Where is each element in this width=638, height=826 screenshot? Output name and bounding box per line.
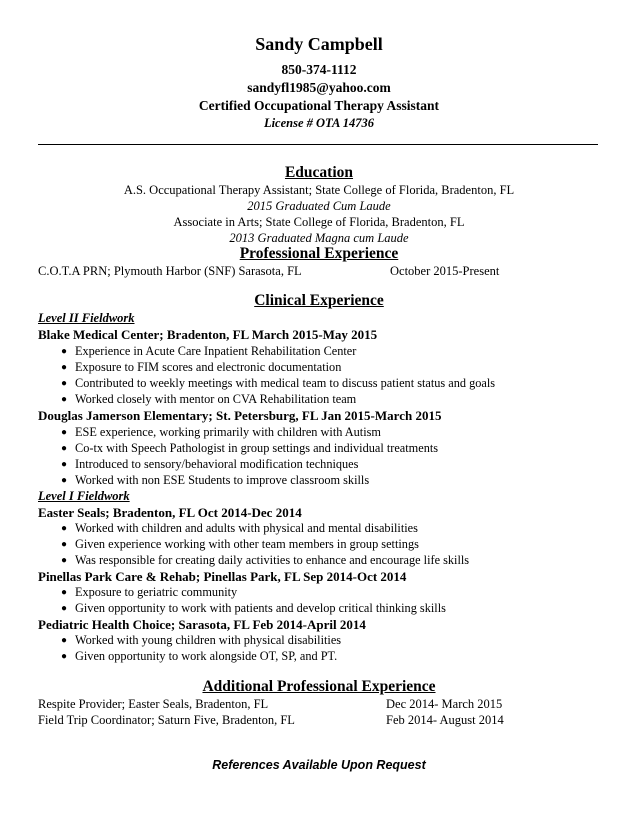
list-item: ● Contributed to weekly meetings with medical team to discuss patient status and goals [61, 376, 496, 390]
bullet-icon: ● [61, 555, 68, 566]
list-item: ● Worked with children and adults with physical and mental disabilities [61, 521, 418, 535]
education-heading: Education [284, 164, 354, 181]
bullet-icon: ● [61, 523, 68, 534]
education-line: Associate in Arts; State College of Florida, Bradenton, FL [173, 215, 465, 229]
job-title: Pinellas Park Care & Rehab; Pinellas Park, FL Sep 2014-Oct 2014 [38, 569, 407, 584]
bullet-icon: ● [61, 651, 68, 662]
bullet-icon: ● [61, 362, 68, 373]
list-item: ● Co-tx with Speech Pathologist in group settings and individual treatments [61, 441, 439, 455]
list-item: ● Experience in Acute Care Inpatient Rehabilitation Center [61, 344, 357, 358]
list-item: ● Given experience working with other team members in group settings [61, 537, 419, 551]
bullet-icon: ● [61, 603, 68, 614]
additional-role: Respite Provider; Easter Seals, Bradenton, FL [38, 697, 269, 711]
education-line: A.S. Occupational Therapy Assistant; State College of Florida, Bradenton, FL [123, 183, 515, 197]
list-item: ● Worked with young children with physical disabilities [61, 633, 342, 647]
list-item: ● Introduced to sensory/behavioral modification techniques [61, 457, 359, 471]
candidate-name: Sandy Campbell [255, 34, 383, 54]
list-item: ● Worked with non ESE Students to improve classroom skills [61, 473, 370, 487]
professional-heading: Professional Experience [239, 245, 399, 262]
bullet-icon: ● [61, 378, 68, 389]
professional-entry: C.O.T.A PRN; Plymouth Harbor (SNF) Sarasota, FL [38, 264, 302, 278]
additional-heading: Additional Professional Experience [202, 678, 436, 695]
license-number: License # OTA 14736 [263, 116, 375, 130]
job-title: Blake Medical Center; Bradenton, FL March 2015-May 2015 [38, 327, 378, 342]
bullet-icon: ● [61, 635, 68, 646]
bullet-icon: ● [61, 459, 68, 470]
level-two-fieldwork: Level II Fieldwork [38, 311, 135, 325]
professional-title: Certified Occupational Therapy Assistant [198, 98, 440, 113]
references-note: References Available Upon Request [212, 758, 426, 772]
header-divider [38, 144, 598, 145]
clinical-heading: Clinical Experience [254, 292, 384, 309]
list-item: ● ESE experience, working primarily with children with Autism [61, 425, 381, 439]
bullet-icon: ● [61, 427, 68, 438]
job-title: Pediatric Health Choice; Sarasota, FL Feb 2014-April 2014 [38, 617, 366, 632]
list-item: ● Was responsible for creating daily activities to enhance and encourage life skills [61, 553, 470, 567]
professional-dates: October 2015-Present [390, 264, 500, 278]
additional-dates: Dec 2014- March 2015 [386, 697, 503, 711]
list-item: ● Worked closely with mentor on CVA Rehabilitation team [61, 392, 357, 406]
list-item: ● Given opportunity to work with patients and develop critical thinking skills [61, 601, 446, 615]
education-line: 2015 Graduated Cum Laude [247, 199, 391, 213]
job-title: Easter Seals; Bradenton, FL Oct 2014-Dec 2014 [38, 505, 302, 520]
education-line: 2013 Graduated Magna cum Laude [229, 231, 409, 245]
bullet-icon: ● [61, 475, 68, 486]
list-item: ● Exposure to geriatric community [61, 585, 238, 599]
bullet-icon: ● [61, 539, 68, 550]
bullet-icon: ● [61, 346, 68, 357]
job-title: Douglas Jamerson Elementary; St. Petersburg, FL Jan 2015-March 2015 [38, 408, 442, 423]
bullet-icon: ● [61, 587, 68, 598]
phone-number: 850-374-1112 [281, 62, 357, 77]
email-address: sandyfl1985@yahoo.com [247, 80, 391, 95]
additional-role: Field Trip Coordinator; Saturn Five, Bradenton, FL [38, 713, 295, 727]
bullet-icon: ● [61, 443, 68, 454]
list-item: ● Given opportunity to work alongside OT, SP, and PT. [61, 649, 338, 663]
bullet-icon: ● [61, 394, 68, 405]
additional-dates: Feb 2014- August 2014 [386, 713, 504, 727]
list-item: ● Exposure to FIM scores and electronic documentation [61, 360, 342, 374]
level-one-fieldwork: Level I Fieldwork [38, 489, 130, 503]
